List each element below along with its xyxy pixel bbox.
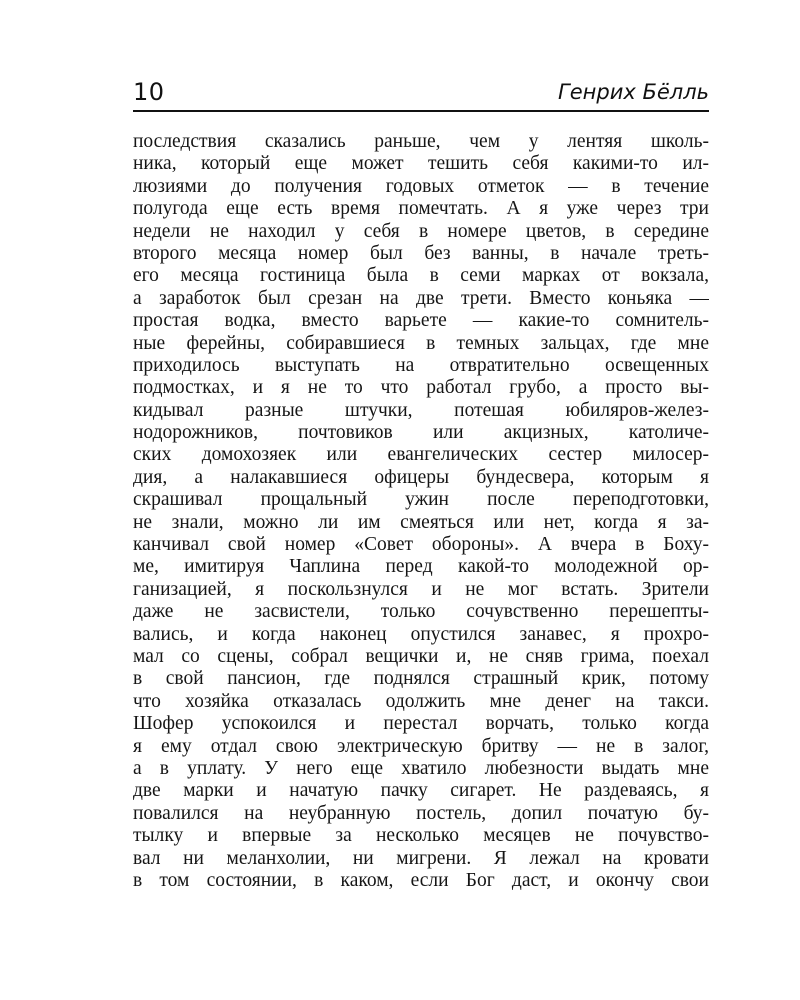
header-divider	[133, 110, 709, 112]
text-line: ских домохозяек или евангелических сестер милосер-	[133, 444, 709, 466]
text-line: Шофер успокоился и перестал ворчать, только когда	[133, 713, 709, 735]
text-line: вал ни меланхолии, ни мигрени. Я лежал на кровати	[133, 847, 709, 869]
text-line: не знали, можно ли им смеяться или нет, когда я за-	[133, 511, 709, 533]
running-title: Генрих Бёлль	[558, 80, 709, 104]
text-line: подмостках, и я не то что работал грубо, а просто вы-	[133, 377, 709, 399]
text-line: в свой пансион, где поднялся страшный крик, потому	[133, 668, 709, 690]
text-line: в том состоянии, в каком, если Бог даст, и окончу свои	[133, 869, 709, 891]
text-line: нодорожников, почтовиков или акцизных, католиче-	[133, 422, 709, 444]
text-line: тылку и впервые за несколько месяцев не почувство-	[133, 825, 709, 847]
page-header	[133, 76, 709, 108]
text-line: приходилось выступать на отвратительно освещенных	[133, 354, 709, 376]
text-line: мал со сцены, собрал вещички и, не сняв грима, поехал	[133, 645, 709, 667]
body-text	[133, 131, 709, 892]
text-line: даже не засвистели, только сочувственно перешепты-	[133, 601, 709, 623]
text-line: его месяца гостиница была в семи марках от вокзала,	[133, 265, 709, 287]
text-line: кидывал разные штучки, потешая юбиляров-желез-	[133, 399, 709, 421]
text-line: повалился на неубранную постель, допил початую бу-	[133, 802, 709, 824]
text-line: вались, и когда наконец опустился занавес, я прохро-	[133, 623, 709, 645]
text-line: люзиями до получения годовых отметок — в течение	[133, 175, 709, 197]
text-line: дия, а налакавшиеся офицеры бундесвера, которым я	[133, 466, 709, 488]
text-line: ные ферейны, собиравшиеся в темных зальцах, где мне	[133, 332, 709, 354]
text-line: а заработок был срезан на две трети. Вместо коньяка —	[133, 287, 709, 309]
text-line: полугода еще есть время помечтать. А я уже через три	[133, 198, 709, 220]
text-line: что хозяйка отказалась одолжить мне денег на такси.	[133, 690, 709, 712]
text-line: ника, который еще может тешить себя какими-то ил-	[133, 153, 709, 175]
text-line: а в уплату. У него еще хватило любезности выдать мне	[133, 757, 709, 779]
text-line: недели не находил у себя в номере цветов, в середине	[133, 220, 709, 242]
text-line: второго месяца номер был без ванны, в начале треть-	[133, 242, 709, 264]
text-line: ме, имитируя Чаплина перед какой-то молодежной ор-	[133, 556, 709, 578]
text-line: канчивал свой номер «Совет обороны». А вчера в Боху-	[133, 534, 709, 556]
text-line: простая водка, вместо варьете — какие-то сомнитель-	[133, 310, 709, 332]
text-line: скрашивал прощальный ужин после переподготовки,	[133, 489, 709, 511]
text-line: две марки и начатую пачку сигарет. Не раздеваясь, я	[133, 780, 709, 802]
page-number: 10	[133, 78, 165, 106]
text-line: ганизацией, я поскользнулся и не мог встать. Зрители	[133, 578, 709, 600]
text-line: последствия сказались раньше, чем у лентяя школь-	[133, 131, 709, 152]
text-line: я ему отдал свою электрическую бритву — не в залог,	[133, 735, 709, 757]
